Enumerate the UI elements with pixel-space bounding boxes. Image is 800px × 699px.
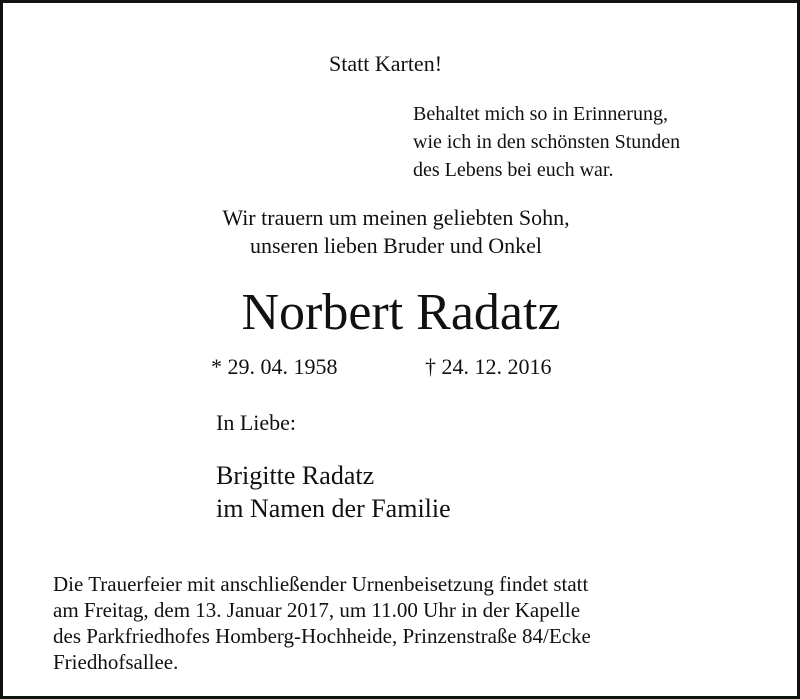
mourning-statement bbox=[3, 204, 789, 260]
header-text: Statt Karten! bbox=[329, 51, 443, 76]
mourning-line: Wir trauern um meinen geliebten Sohn, bbox=[222, 205, 570, 230]
memorial-quote bbox=[413, 100, 680, 184]
signer-line: im Namen der Familie bbox=[216, 494, 451, 523]
signers bbox=[216, 459, 451, 525]
ceremony-line: am Freitag, dem 13. Januar 2017, um 11.00 Uhr in der Kapelle bbox=[53, 598, 581, 622]
ceremony-line: des Parkfriedhofes Homberg-Hochheide, Prinzenstraße 84/Ecke bbox=[53, 624, 591, 648]
death-date: † 24. 12. 2016 bbox=[425, 354, 552, 379]
deceased-name: Norbert Radatz bbox=[241, 284, 561, 341]
ceremony-line: Die Trauerfeier mit anschließender Urnenbeisetzung findet statt bbox=[53, 572, 589, 596]
quote-line: Behaltet mich so in Erinnerung, bbox=[413, 103, 668, 125]
signer-line: Brigitte Radatz bbox=[216, 461, 375, 490]
ceremony-details bbox=[53, 571, 591, 675]
closing-salutation: In Liebe: bbox=[216, 410, 297, 435]
quote-line: wie ich in den schönsten Stunden bbox=[413, 131, 681, 153]
mourning-line: unseren lieben Bruder und Onkel bbox=[249, 233, 543, 258]
quote-line: des Lebens bei euch war. bbox=[413, 159, 614, 181]
birth-date: * 29. 04. 1958 bbox=[211, 354, 338, 379]
ceremony-line: Friedhofsallee. bbox=[53, 650, 179, 674]
